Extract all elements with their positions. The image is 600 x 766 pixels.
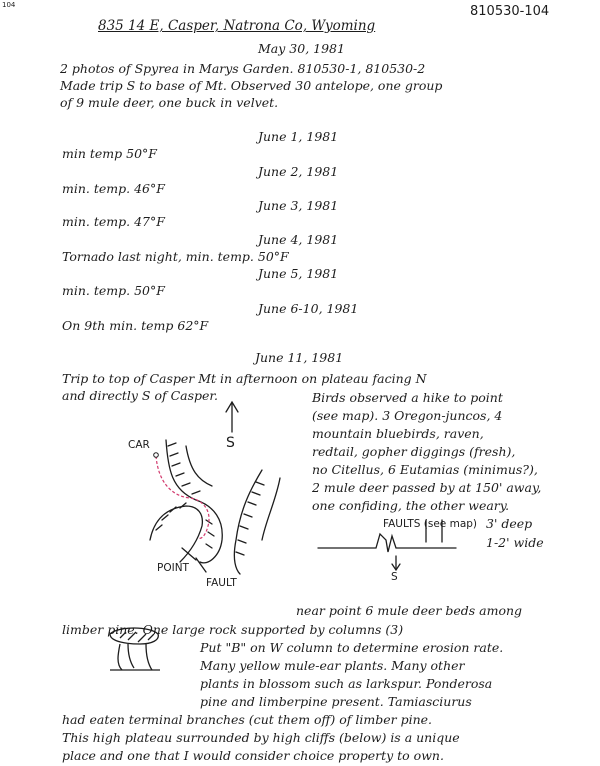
entry-line: min. temp. 46°F	[62, 181, 165, 196]
fault-label: FAULT	[206, 577, 237, 589]
car-location-icon	[154, 453, 159, 458]
entry-line: and directly S of Casper.	[62, 388, 218, 403]
faults-width: 1-2' wide	[486, 535, 544, 550]
entry-line: of 9 mule deer, one buck in velvet.	[60, 95, 279, 110]
closing-line: plants in blossom such as larkspur. Ponderosa	[200, 676, 493, 691]
birds-line: Birds observed a hike to point	[312, 390, 503, 405]
corner-mark: 104	[2, 1, 16, 9]
faults-direction: S	[391, 571, 398, 583]
faults-label: FAULTS (see map)	[383, 518, 478, 530]
birds-line: 2 mule deer passed by at 150' away,	[312, 480, 542, 495]
entry-line: On 9th min. temp 62°F	[62, 318, 209, 333]
faults-depth: 3' deep	[486, 516, 533, 531]
entry-date: June 1, 1981	[258, 129, 339, 144]
birds-line: no Citellus, 6 Eutamias (minimus?),	[312, 462, 538, 477]
accession-number: 810530-104	[470, 4, 550, 19]
closing-line: This high plateau surrounded by high cliffs (below) is a unique	[62, 730, 460, 745]
entry-date: June 4, 1981	[258, 232, 339, 247]
entry-line: Trip to top of Casper Mt in afternoon on plateau facing N	[62, 371, 427, 386]
south-label: S	[226, 435, 235, 451]
entry-date: May 30, 1981	[258, 41, 345, 56]
entry-line: 2 photos of Spyrea in Marys Garden. 810530-1, 810530-2	[60, 61, 426, 76]
entry-line: Made trip S to base of Mt. Observed 30 antelope, one group	[60, 78, 443, 93]
closing-line: near point 6 mule deer beds among	[296, 603, 523, 618]
entry-line: min. temp. 47°F	[62, 214, 165, 229]
car-label: CAR	[128, 439, 150, 451]
location-header: 835 14 E, Casper, Natrona Co, Wyoming	[98, 18, 376, 34]
entry-date: June 2, 1981	[258, 164, 339, 179]
closing-line: Many yellow mule-ear plants. Many other	[200, 658, 465, 673]
entry-date: June 3, 1981	[258, 198, 339, 213]
closing-line: limber pine. One large rock supported by columns (3)	[62, 622, 404, 637]
closing-line: had eaten terminal branches (cut them off) of limber pine.	[62, 712, 433, 727]
birds-line: redtail, gopher diggings (fresh),	[312, 444, 516, 459]
birds-line: one confiding, the other weary.	[312, 498, 510, 513]
entry-date: June 5, 1981	[258, 266, 339, 281]
closing-line: Put "B" on W column to determine erosion rate.	[200, 640, 504, 655]
entry-date: June 6-10, 1981	[258, 301, 359, 316]
entry-date: June 11, 1981	[255, 350, 344, 365]
birds-line: (see map). 3 Oregon-juncos, 4	[312, 408, 503, 423]
birds-line: mountain bluebirds, raven,	[312, 426, 484, 441]
closing-line: place and one that I would consider choice property to own.	[62, 748, 444, 763]
trail-path	[156, 456, 209, 538]
closing-line: pine and limberpine present. Tamiasciurus	[200, 694, 472, 709]
entry-line: min temp 50°F	[62, 146, 157, 161]
entry-line: min. temp. 50°F	[62, 283, 165, 298]
entry-line: Tornado last night, min. temp. 50°F	[62, 249, 289, 264]
point-label: POINT	[157, 562, 189, 574]
